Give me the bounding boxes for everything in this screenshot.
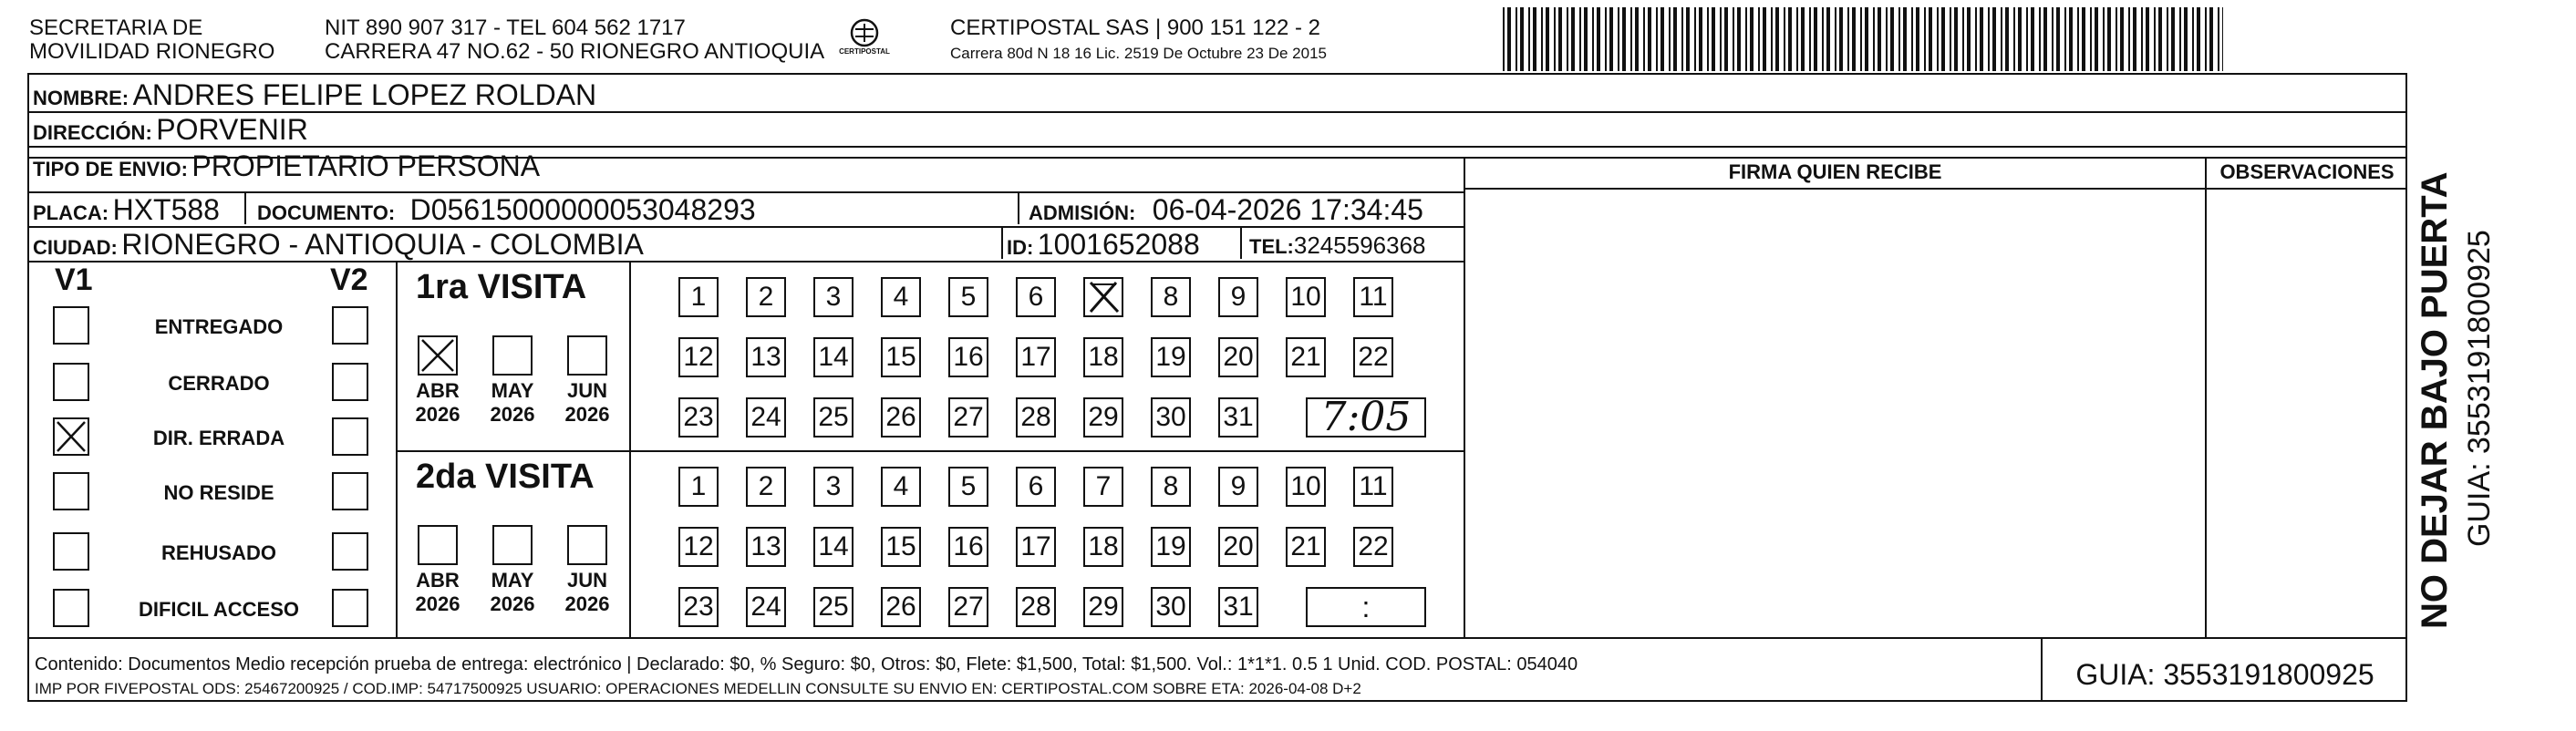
plate-value: HXT588 bbox=[112, 193, 220, 226]
day-1-checkbox[interactable]: 1 bbox=[678, 277, 719, 317]
year-label: 2026 bbox=[415, 592, 460, 615]
nit-line: NIT 890 907 317 - TEL 604 562 1717 bbox=[325, 15, 686, 40]
day-9-checkbox[interactable]: 9 bbox=[1218, 277, 1258, 317]
day-31-checkbox[interactable]: 31 bbox=[1218, 587, 1258, 627]
divider bbox=[1464, 188, 2407, 190]
sender-line-2: MOVILIDAD RIONEGRO bbox=[29, 39, 275, 64]
address-label: DIRECCIÓN: bbox=[33, 121, 152, 144]
v2-checkbox[interactable] bbox=[332, 306, 368, 345]
day-2-checkbox[interactable]: 2 bbox=[746, 277, 786, 317]
divider bbox=[27, 157, 2407, 159]
day-2-checkbox[interactable]: 2 bbox=[746, 467, 786, 507]
divider bbox=[396, 261, 398, 637]
day-3-checkbox[interactable]: 3 bbox=[813, 467, 853, 507]
month-checkbox[interactable] bbox=[492, 525, 533, 565]
month-block bbox=[485, 569, 540, 616]
content-line: Contenido: Documentos Medio recepción prueba de entrega: electrónico | Declarado: $0, % Seguro: $0, Otros: $0, Flete: $1,500, Total: $1,500. Vol.: 1*1*1. 0.5 1 Unid. COD. POSTAL: 054040 bbox=[35, 654, 1578, 674]
month-block bbox=[485, 379, 540, 427]
barcode bbox=[1503, 7, 2223, 71]
day-12-checkbox[interactable]: 12 bbox=[678, 527, 719, 567]
day-4-checkbox[interactable]: 4 bbox=[881, 277, 921, 317]
day-23-checkbox[interactable]: 23 bbox=[678, 397, 719, 438]
day-18-checkbox[interactable]: 18 bbox=[1083, 337, 1123, 377]
day-16-checkbox[interactable]: 16 bbox=[948, 527, 988, 567]
year-label: 2026 bbox=[490, 592, 535, 615]
v1-checkbox[interactable] bbox=[53, 417, 89, 456]
courier-line-2: Carrera 80d N 18 16 Lic. 2519 De Octubre 23 De 2015 bbox=[950, 45, 1327, 62]
month-block bbox=[560, 569, 615, 616]
status-label: DIFICIL ACCESO bbox=[138, 598, 299, 621]
admission-cell bbox=[1029, 193, 1423, 227]
admission-label: ADMISIÓN: bbox=[1029, 201, 1136, 224]
id-label: ID: bbox=[1007, 236, 1034, 259]
divider bbox=[27, 261, 1464, 263]
document-value: D05615000000053048293 bbox=[409, 193, 756, 226]
day-5-checkbox[interactable]: 5 bbox=[948, 467, 988, 507]
day-27-checkbox[interactable]: 27 bbox=[948, 587, 988, 627]
divider bbox=[27, 111, 2407, 113]
day-1-checkbox[interactable]: 1 bbox=[678, 467, 719, 507]
v2-checkbox[interactable] bbox=[332, 472, 368, 510]
id-value: 1001652088 bbox=[1037, 228, 1200, 261]
day-7-checkbox[interactable] bbox=[1083, 277, 1123, 317]
month-checkbox[interactable] bbox=[492, 335, 533, 376]
divider bbox=[629, 261, 631, 637]
status-label: ENTREGADO bbox=[154, 315, 284, 338]
city-value: RIONEGRO - ANTIOQUIA - COLOMBIA bbox=[121, 228, 644, 261]
address-row bbox=[33, 113, 308, 144]
day-6-checkbox[interactable]: 6 bbox=[1016, 467, 1056, 507]
status-label: CERRADO bbox=[168, 372, 270, 395]
name-value: ANDRES FELIPE LOPEZ ROLDAN bbox=[132, 78, 597, 111]
day-28-checkbox[interactable]: 28 bbox=[1016, 587, 1056, 627]
no-dejar-bajo-puerta: NO DEJAR BAJO PUERTA bbox=[2415, 171, 2455, 629]
status-label: REHUSADO bbox=[161, 541, 276, 564]
day-13-checkbox[interactable]: 13 bbox=[746, 337, 786, 377]
divider bbox=[398, 450, 1464, 452]
name-label: NOMBRE: bbox=[33, 87, 129, 109]
v2-label: V2 bbox=[330, 263, 368, 297]
month-checkbox[interactable] bbox=[418, 335, 458, 376]
address-line: CARRERA 47 NO.62 - 50 RIONEGRO ANTIOQUIA bbox=[325, 39, 825, 64]
day-29-checkbox[interactable]: 29 bbox=[1083, 397, 1123, 438]
send-type-label: TIPO DE ENVIO: bbox=[33, 158, 188, 180]
day-3-checkbox[interactable]: 3 bbox=[813, 277, 853, 317]
divider bbox=[1001, 228, 1003, 259]
day-10-checkbox[interactable]: 10 bbox=[1286, 277, 1326, 317]
day-11-checkbox[interactable]: 11 bbox=[1353, 277, 1393, 317]
month-label: ABR bbox=[416, 379, 460, 402]
tel-cell bbox=[1249, 232, 1426, 260]
day-19-checkbox[interactable]: 19 bbox=[1151, 337, 1191, 377]
divider bbox=[27, 637, 2407, 639]
day-4-checkbox[interactable]: 4 bbox=[881, 467, 921, 507]
day-14-checkbox[interactable]: 14 bbox=[813, 527, 853, 567]
divider bbox=[1464, 157, 1465, 637]
signature-header: FIRMA QUIEN RECIBE bbox=[1728, 160, 1942, 183]
day-21-checkbox[interactable]: 21 bbox=[1286, 337, 1326, 377]
send-type-row bbox=[33, 149, 540, 180]
year-label: 2026 bbox=[564, 403, 610, 426]
day-30-checkbox[interactable]: 30 bbox=[1151, 587, 1191, 627]
day-15-checkbox[interactable]: 15 bbox=[881, 337, 921, 377]
city-label: CIUDAD: bbox=[33, 236, 118, 259]
divider bbox=[27, 146, 2407, 148]
v2-checkbox[interactable] bbox=[332, 532, 368, 571]
admission-value: 06-04-2026 17:34:45 bbox=[1152, 193, 1423, 226]
day-25-checkbox[interactable]: 25 bbox=[813, 587, 853, 627]
day-21-checkbox[interactable]: 21 bbox=[1286, 527, 1326, 567]
day-15-checkbox[interactable]: 15 bbox=[881, 527, 921, 567]
day-25-checkbox[interactable]: 25 bbox=[813, 397, 853, 438]
month-block bbox=[560, 379, 615, 427]
visit-title: 2da VISITA bbox=[416, 458, 595, 496]
side-guia: GUIA: 3553191800925 bbox=[2462, 230, 2497, 547]
id-cell bbox=[1007, 228, 1200, 262]
logo-text: CERTIPOSTAL bbox=[839, 47, 890, 56]
divider bbox=[244, 193, 246, 224]
day-18-checkbox[interactable]: 18 bbox=[1083, 527, 1123, 567]
divider bbox=[2205, 157, 2207, 637]
day-20-checkbox[interactable]: 20 bbox=[1218, 337, 1258, 377]
month-block bbox=[410, 379, 465, 427]
day-24-checkbox[interactable]: 24 bbox=[746, 587, 786, 627]
month-label: JUN bbox=[566, 569, 607, 592]
v1-checkbox[interactable] bbox=[53, 589, 89, 627]
day-7-checkbox[interactable]: 7 bbox=[1083, 467, 1123, 507]
day-14-checkbox[interactable]: 14 bbox=[813, 337, 853, 377]
day-9-checkbox[interactable]: 9 bbox=[1218, 467, 1258, 507]
day-17-checkbox[interactable]: 17 bbox=[1016, 337, 1056, 377]
v1-checkbox[interactable] bbox=[53, 472, 89, 510]
name-row bbox=[33, 78, 596, 109]
month-checkbox[interactable] bbox=[567, 525, 607, 565]
day-31-checkbox[interactable]: 31 bbox=[1218, 397, 1258, 438]
tel-label: TEL: bbox=[1249, 235, 1294, 258]
day-27-checkbox[interactable]: 27 bbox=[948, 397, 988, 438]
day-17-checkbox[interactable]: 17 bbox=[1016, 527, 1056, 567]
divider bbox=[1240, 228, 1242, 259]
day-22-checkbox[interactable]: 22 bbox=[1353, 337, 1393, 377]
month-label: ABR bbox=[416, 569, 460, 592]
plate-label: PLACA: bbox=[33, 201, 109, 224]
time-field[interactable]: : bbox=[1306, 587, 1426, 627]
status-label: NO RESIDE bbox=[163, 481, 274, 504]
day-23-checkbox[interactable]: 23 bbox=[678, 587, 719, 627]
day-30-checkbox[interactable]: 30 bbox=[1151, 397, 1191, 438]
day-16-checkbox[interactable]: 16 bbox=[948, 337, 988, 377]
certipostal-logo bbox=[837, 16, 892, 62]
year-label: 2026 bbox=[564, 592, 610, 615]
month-block bbox=[410, 569, 465, 616]
imp-line: IMP POR FIVEPOSTAL ODS: 25467200925 / COD.IMP: 54717500925 USUARIO: OPERACIONES MEDELLIN CONSULTE SU ENVIO EN: CERTIPOSTAL.COM SOBRE ETA: 2026-04-08 D+2 bbox=[35, 680, 1361, 697]
city-cell bbox=[33, 228, 644, 262]
divider bbox=[1018, 193, 1019, 224]
day-13-checkbox[interactable]: 13 bbox=[746, 527, 786, 567]
v2-checkbox[interactable] bbox=[332, 363, 368, 401]
day-29-checkbox[interactable]: 29 bbox=[1083, 587, 1123, 627]
year-label: 2026 bbox=[415, 403, 460, 426]
day-26-checkbox[interactable]: 26 bbox=[881, 397, 921, 438]
day-5-checkbox[interactable]: 5 bbox=[948, 277, 988, 317]
address-value: PORVENIR bbox=[156, 113, 308, 146]
month-label: JUN bbox=[566, 379, 607, 402]
month-checkbox[interactable] bbox=[567, 335, 607, 376]
day-11-checkbox[interactable]: 11 bbox=[1353, 467, 1393, 507]
document-label: DOCUMENTO: bbox=[257, 201, 396, 224]
sender-line-1: SECRETARIA DE bbox=[29, 15, 203, 40]
send-type-value: PROPIETARIO PERSONA bbox=[191, 149, 541, 182]
courier-line-1: CERTIPOSTAL SAS | 900 151 122 - 2 bbox=[950, 15, 1320, 40]
day-8-checkbox[interactable]: 8 bbox=[1151, 277, 1191, 317]
visit-title: 1ra VISITA bbox=[416, 268, 587, 306]
day-10-checkbox[interactable]: 10 bbox=[1286, 467, 1326, 507]
tel-value: 3245596368 bbox=[1293, 232, 1426, 259]
plate-cell bbox=[33, 193, 220, 227]
v1-label: V1 bbox=[55, 263, 93, 297]
v1-checkbox[interactable] bbox=[53, 306, 89, 345]
time-field[interactable]: 7:05 bbox=[1306, 397, 1426, 438]
day-6-checkbox[interactable]: 6 bbox=[1016, 277, 1056, 317]
day-28-checkbox[interactable]: 28 bbox=[1016, 397, 1056, 438]
document-cell bbox=[257, 193, 756, 227]
observations-header: OBSERVACIONES bbox=[2219, 160, 2395, 183]
day-20-checkbox[interactable]: 20 bbox=[1218, 527, 1258, 567]
month-label: MAY bbox=[491, 569, 534, 592]
year-label: 2026 bbox=[490, 403, 535, 426]
v1-checkbox[interactable] bbox=[53, 532, 89, 571]
month-label: MAY bbox=[491, 379, 534, 402]
status-label: DIR. ERRADA bbox=[152, 427, 285, 449]
v1-checkbox[interactable] bbox=[53, 363, 89, 401]
footer-guia: GUIA: 3553191800925 bbox=[2075, 658, 2374, 691]
month-checkbox[interactable] bbox=[418, 525, 458, 565]
day-24-checkbox[interactable]: 24 bbox=[746, 397, 786, 438]
v2-checkbox[interactable] bbox=[332, 417, 368, 456]
day-12-checkbox[interactable]: 12 bbox=[678, 337, 719, 377]
day-22-checkbox[interactable]: 22 bbox=[1353, 527, 1393, 567]
day-19-checkbox[interactable]: 19 bbox=[1151, 527, 1191, 567]
day-26-checkbox[interactable]: 26 bbox=[881, 587, 921, 627]
v2-checkbox[interactable] bbox=[332, 589, 368, 627]
day-8-checkbox[interactable]: 8 bbox=[1151, 467, 1191, 507]
